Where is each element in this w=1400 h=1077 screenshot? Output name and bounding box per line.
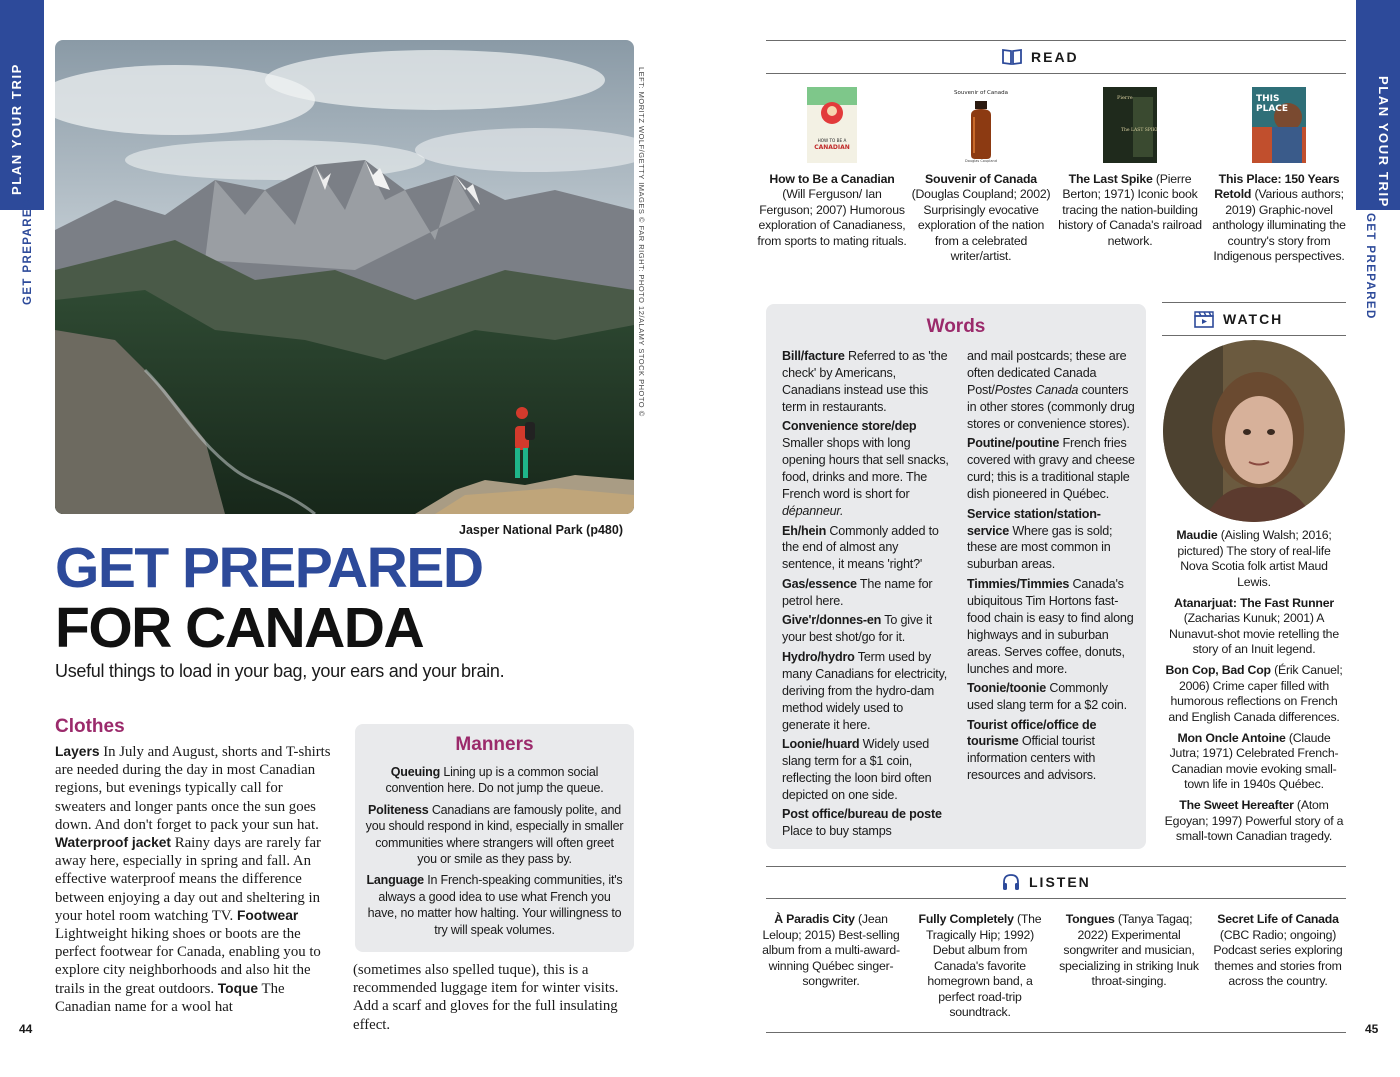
- word-entry: Tourist office/office de tourisme Official tourist information centers with resources and advisors.: [967, 717, 1097, 783]
- divider: [766, 898, 1346, 899]
- words-box: [766, 304, 1146, 849]
- clothes-item: Toque The Canadian name for a wool hat: [55, 980, 285, 1015]
- svg-text:The LAST SPIKE: The LAST SPIKE: [1121, 128, 1157, 133]
- word-entry: Hydro/hydro Term used by many Canadians for electricity, deriving from the hydro-dam method widely used to generate it here.: [782, 649, 948, 732]
- book-cover-how-to-be-a-canadian: [807, 87, 857, 163]
- word-entry: Eh/hein Commonly added to the end of almost any sentence, it means 'right?': [782, 523, 939, 572]
- svg-text:Pierre: Pierre: [1117, 95, 1133, 101]
- word-entry: Poutine/poutine French fries covered with gravy and cheese curd; this is a traditional staple dish pioneered in Québec.: [967, 436, 1135, 502]
- listen-entry: Fully Completely (The Tragically Hip; 1992) Debut album from Canada's favorite homegrown band, a perfect road-trip soundtrack.: [918, 912, 1042, 1019]
- watch-entry: Mon Oncle Antoine (Claude Jutra; 1971) Celebrated French-Canadian movie evoking small-town life in 1940s Québec.: [1169, 730, 1339, 791]
- listen-entry: À Paradis City (Jean Leloup; 2015) Best-selling album from a multi-award-winning Québec singer-songwriter.: [762, 912, 900, 988]
- manners-box: [355, 724, 634, 952]
- svg-text:Douglas Coupland: Douglas Coupland: [965, 159, 997, 163]
- svg-text:Souvenir of Canada: Souvenir of Canada: [954, 90, 1008, 96]
- headphones-icon: [1001, 873, 1021, 891]
- photo-caption: Jasper National Park (p480): [459, 523, 623, 537]
- book-entry: How to Be a Canadian (Will Ferguson/ Ian Ferguson; 2007) Humorous exploration of Canadianess, from sports to mating rituals.: [757, 172, 907, 248]
- listen-entry: Secret Life of Canada (CBC Radio; ongoing) Podcast series exploring themes and stories from across the country.: [1213, 912, 1343, 988]
- book-entry: The Last Spike (Pierre Berton; 1971) Iconic book tracing the nation-building history of Canada's railroad network.: [1058, 172, 1202, 248]
- listen-heading: LISTEN: [1001, 873, 1091, 891]
- book-entry: Souvenir of Canada (Douglas Coupland; 2002) Surprisingly evocative exploration of the nation from a celebrated writer/artist.: [911, 172, 1051, 264]
- divider: [766, 73, 1346, 74]
- clothes-text: [55, 743, 337, 1016]
- words-heading: Words: [926, 316, 986, 337]
- word-entry: Loonie/huard Widely used slang term for a $1 coin, reflecting the loon bird often depicted on one side.: [782, 736, 932, 802]
- word-entry: Service station/station-service Where gas is sold; these are most common in suburban areas.: [967, 506, 1113, 572]
- listen-entry: Tongues (Tanya Tagaq; 2022) Experimental songwriter and musician, specializing in striking Inuk throat-singing.: [1059, 912, 1199, 988]
- clothes-item: Footwear Lightweight hiking shoes or boots are the perfect footwear for Canada, enabling you to explore city neighborhoods and also hit the trails in the great outdoors.: [55, 907, 321, 997]
- jasper-mountain-photo: [55, 40, 634, 514]
- page-subtitle: Useful things to load in your bag, your ears and your brain.: [55, 661, 505, 681]
- page-number-left: 44: [19, 1022, 33, 1036]
- manners-heading: Manners: [455, 734, 534, 755]
- svg-text:CANADIAN: CANADIAN: [814, 144, 850, 151]
- read-heading: READ: [1001, 48, 1079, 66]
- maudie-still-photo: [1163, 340, 1345, 522]
- photo-credit: LEFT: MORITZ WOLF/GETTY IMAGES © FAR RIGHT: PHOTO 12/ALAMY STOCK PHOTO ©: [637, 67, 646, 417]
- page-number-right: 45: [1365, 1022, 1379, 1036]
- divider: [766, 866, 1346, 867]
- manners-item: Politeness Canadians are famously polite, and you should respond in kind, especially in smaller communities where strangers will often greet you or smile as they pass by.: [365, 802, 624, 867]
- svg-text:PLACE: PLACE: [1256, 104, 1289, 114]
- side-tab-right: [1356, 0, 1400, 210]
- divider: [1162, 302, 1346, 303]
- manners-item: Queuing Lining up is a common social convention here. Do not jump the queue.: [385, 765, 604, 796]
- watch-entry: Atanarjuat: The Fast Runner (Zacharias Kunuk; 2001) A Nunavut-shot movie retelling the story of an Inuit legend.: [1169, 595, 1339, 656]
- page-title-line1: GET PREPARED: [55, 536, 483, 600]
- divider: [766, 40, 1346, 41]
- divider: [766, 1032, 1346, 1033]
- word-entry: and mail postcards; these are often dedicated Canada Post/Postes Canada counters in other stores (commonly drug stores or convenience stores).: [967, 349, 1135, 431]
- side-sub-right: GET PREPARED: [1364, 213, 1376, 320]
- side-tab-right-label: PLAN YOUR TRIP: [1376, 76, 1391, 208]
- book-icon: [1001, 48, 1023, 66]
- watch-entry: The Sweet Hereafter (Atom Egoyan; 1997) Powerful story of a small-town Canadian tragedy.: [1164, 798, 1344, 843]
- side-tab-left: [0, 0, 44, 210]
- word-entry: Bill/facture Referred to as 'the check' by Americans, Canadians instead use this term in restaurants.: [782, 349, 948, 414]
- watch-entry: Bon Cop, Bad Cop (Érik Canuel; 2006) Crime caper filled with humorous reflections on French and English Canada differences.: [1165, 663, 1343, 724]
- watch-entry: Maudie (Aisling Walsh; 2016; pictured) The story of real-life Nova Scotia folk artist Maud Lewis.: [1176, 528, 1332, 589]
- watch-heading: WATCH: [1193, 310, 1283, 328]
- clapperboard-icon: [1193, 310, 1215, 328]
- side-tab-left-label: PLAN YOUR TRIP: [9, 63, 24, 195]
- svg-text:THIS: THIS: [1256, 94, 1280, 104]
- watch-list: [1162, 528, 1346, 850]
- book-cover-this-place: [1252, 87, 1306, 163]
- word-entry: Gas/essence The name for petrol here.: [782, 576, 933, 608]
- manners-item: Language In French-speaking communities, it's always a good idea to use what French you have, no matter how halting. Your willingness to try will speak volumes.: [366, 873, 623, 937]
- book-cover-souvenir-of-canada: [949, 87, 1013, 163]
- clothes-item: Layers In July and August, shorts and T-shirts are needed during the day in most Canadian regions, but evenings typically call for sweaters and longer pants once the sun goes down. And don't forget to pack your sun hat.: [55, 744, 331, 833]
- book-cover-the-last-spike: [1103, 87, 1157, 163]
- word-entry: Convenience store/dep Smaller shops with long opening hours that sell snacks, food, drinks and more. The French word is short for dépanneur.: [782, 419, 949, 519]
- clothes-heading: Clothes: [55, 716, 125, 737]
- word-entry: Toonie/toonie Commonly used slang term for a $2 coin.: [967, 681, 1127, 713]
- divider: [1162, 335, 1346, 336]
- clothes-continued: (sometimes also spelled tuque), this is a recommended luggage item for winter visits. Add a scarf and gloves for the full insulating effect.: [353, 962, 619, 1033]
- word-entry: Timmies/Timmies Canada's ubiquitous Tim Hortons fast-food chain is easy to find along highways and in suburban areas. Serves coffee, donuts, lunches and more.: [967, 576, 1134, 676]
- clothes-item: Waterproof jacket Rainy days are rarely far away here, especially in spring and fall. An effective waterproof means the difference between enjoying a day out and sheltering in your hotel room watching TV.: [55, 835, 321, 924]
- side-sub-left: GET PREPARED: [22, 198, 34, 305]
- words-column-1: [782, 348, 950, 843]
- words-column-2: [967, 348, 1135, 787]
- page-title-line2: FOR CANADA: [55, 596, 424, 660]
- book-entry: This Place: 150 Years Retold (Various authors; 2019) Graphic-novel anthology illuminating the country's story from Indigenous perspectives.: [1212, 172, 1346, 264]
- word-entry: Give'r/donnes-en To give it your best shot/go for it.: [782, 613, 932, 645]
- svg-text:HOW TO BE A: HOW TO BE A: [817, 138, 847, 143]
- word-entry: Post office/bureau de poste Place to buy stamps: [782, 807, 942, 839]
